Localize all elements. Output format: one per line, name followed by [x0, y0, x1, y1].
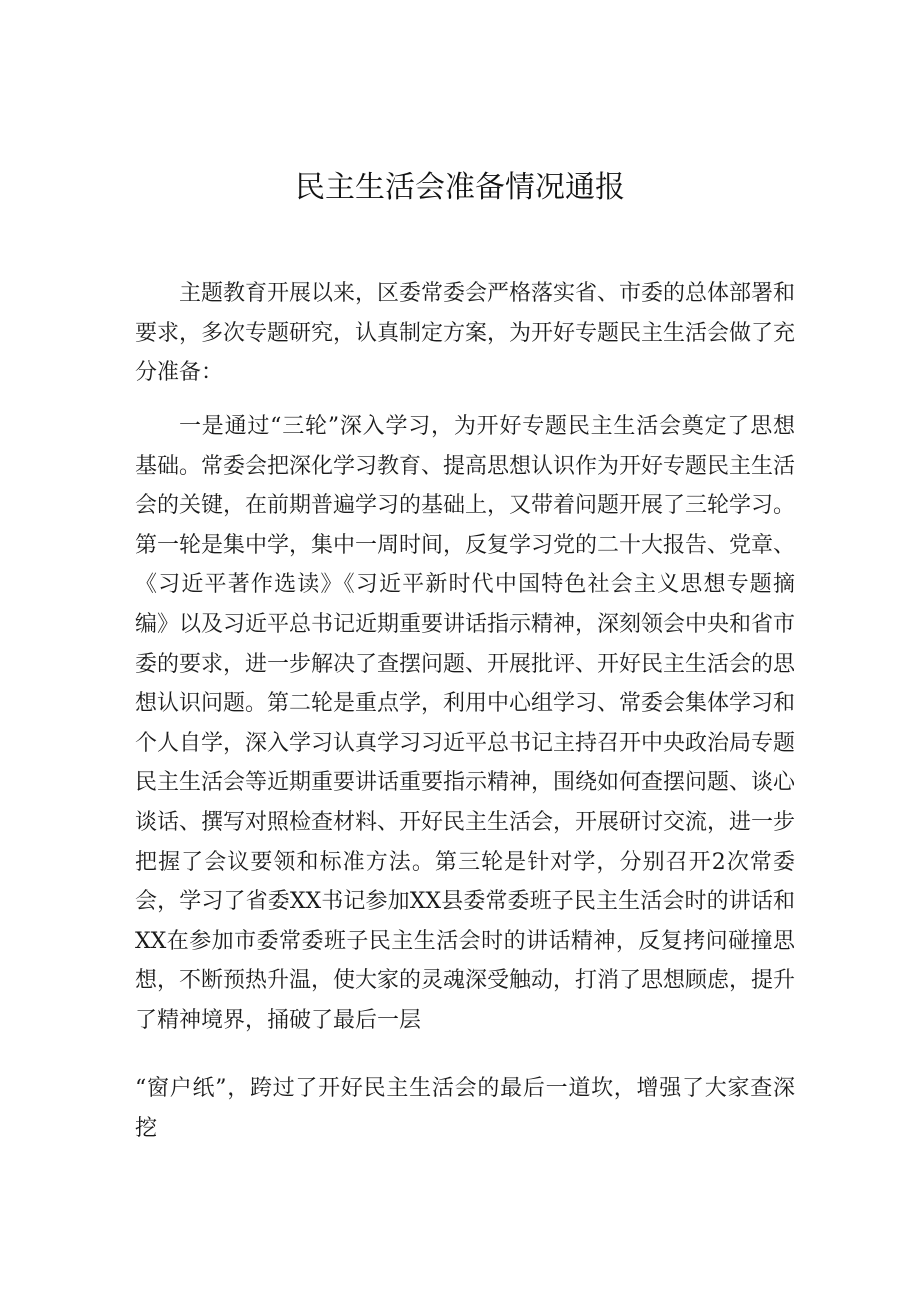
paragraph-study: 一是通过“三轮”深入学习，为开好专题民主生活会奠定了思想基础。常委会把深化学习教育、提高思想认识作为开好专题民主生活会的关键，在前期普遍学习的基础上，又带着问题开展了三轮学习。第一轮是集中学，集中一周时间，反复学习党的二十大报告、党章、《习近平著作选读》《习近平新时代中国特色社会主义思想专题摘编》以及习近平总书记近期重要讲话指示精神，深刻领会中央和省市委的要求，进一步解决了查摆问题、开展批评、开好民主生活会的思想认识问题。第二轮是重点学，利用中心组学习、常委会集体学习和个人自学，深入学习认真学习习近平总书记主持召开中央政治局专题民主生活会等近期重要讲话重要指示精神，围绕如何查摆问题、谈心谈话、撰写对照检查材料、开好民主生活会，开展研讨交流，进一步把握了会议要领和标准方法。第三轮是针对学，分别召开2次常委会，学习了省委XX书记参加XX县委常委班子民主生活会时的讲话和XX在参加市委常委班子民主生活会时的讲话精神，反复拷问碰撞思想，不断预热升温，使大家的灵魂深受触动，打消了思想顾虑，提升了精神境界，捅破了最后一层	[135, 414, 796, 1033]
paragraph-continuation: “窗户纸”，跨过了开好民主生活会的最后一道坎，增强了大家查深挖	[135, 1076, 795, 1141]
page-title: 民主生活会准备情况通报	[295, 170, 625, 205]
paragraph-intro: 主题教育开展以来，区委常委会严格落实省、市委的总体部署和要求，多次专题研究，认真制定方案，为开好专题民主生活会做了充分准备：	[135, 281, 796, 386]
